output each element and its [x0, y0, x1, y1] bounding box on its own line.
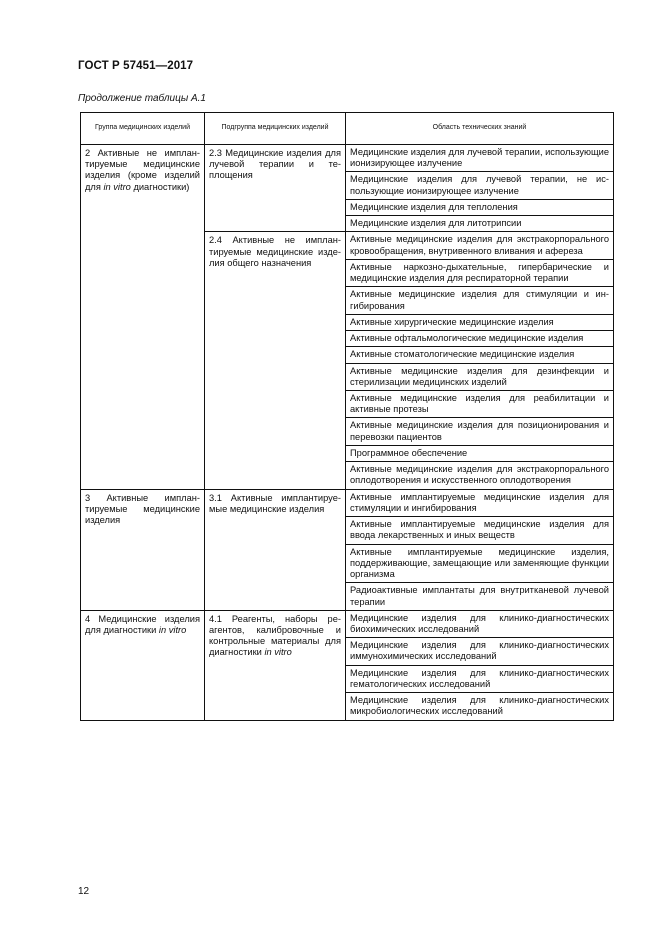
table-row — [81, 489, 614, 610]
area-item: Медицинские изделия для клинико-диагностических гематологических исследований — [346, 665, 613, 692]
area-item: Медицинские изделия для клинико-диагностических микробиологических исследований — [350, 695, 609, 717]
area-item: Активные стоматологические медицинские изделия — [346, 347, 613, 363]
area-item: Активные медицинские изделия для дезинфекции и стерилизации медицинских изделий — [346, 363, 613, 390]
table-row — [81, 610, 614, 720]
area-item: Медицинские изделия для клинико-диагностических иммунохимических исследований — [346, 638, 613, 665]
area-list — [346, 145, 614, 232]
column-header-subgroup: Подгруппа медицинских изделий — [205, 113, 346, 145]
area-list — [346, 489, 614, 610]
area-item: Медицинские изделия для лучевой терапии, не использующие ионизирующее излучение — [346, 172, 613, 199]
group-cell: 2 Активные не имплантируемые медицинские изделия (кроме изделий для in vitro диагностики) — [81, 145, 205, 490]
subgroup-cell: 4.1 Реагенты, наборы реагентов, калибровочные и контрольные материалы для диагностики in vitro — [205, 610, 346, 720]
area-item: Активные хирургические медицинские изделия — [346, 314, 613, 330]
area-item: Активные медицинские изделия для экстракорпорального кровообращения, внутривенного вливания и афереза — [346, 232, 613, 259]
group-cell: 4 Медицинские изделия для диагностики in vitro — [81, 610, 205, 720]
area-item: Активные офтальмологические медицинские изделия — [346, 331, 613, 347]
area-item: Радиоактивные имплантаты для внутритканевой лучевой терапии — [350, 585, 609, 607]
area-item: Активные медицинские изделия для стимуляции и ингибирования — [346, 287, 613, 314]
table-caption: Продолжение таблицы А.1 — [78, 93, 206, 104]
subgroup-cell: 2.3 Медицинские изделия для лучевой терапии и теплощения — [205, 145, 346, 232]
area-item: Активные наркозно-дыхательные, гипербарические и медицинские изделия для респираторной терапии — [346, 259, 613, 286]
standards-table — [80, 112, 614, 721]
area-item: Медицинские изделия для литотрипсии — [350, 218, 522, 229]
area-item: Активные медицинские изделия для позиционирования и перевозки пациентов — [346, 418, 613, 445]
group-cell: 3 Активные имплантируемые медицинские изделия — [81, 489, 205, 610]
column-header-area: Область технических знаний — [346, 113, 614, 145]
area-item: Медицинские изделия для теплоления — [346, 199, 613, 215]
document-code: ГОСТ Р 57451—2017 — [78, 60, 194, 72]
column-header-group: Группа медицинских изделий — [81, 113, 205, 145]
area-item: Активные имплантируемые медицинские изделия для ввода лекарственных и иных веществ — [346, 517, 613, 544]
area-list — [346, 610, 614, 720]
table-header-row — [81, 113, 614, 145]
area-item: Активные имплантируемые медицинские изделия, поддерживающие, замещающие или заменяющие функции организма — [346, 544, 613, 583]
area-item: Медицинские изделия для клинико-диагностических биохимических исследований — [346, 611, 613, 638]
area-item: Активные имплантируемые медицинские изделия для стимуляции и ингибирования — [346, 490, 613, 517]
table-row — [81, 145, 614, 232]
subgroup-cell: 2.4 Активные не имплантируемые медицинские изделия общего назначения — [205, 232, 346, 489]
area-item: Программное обеспечение — [346, 445, 613, 461]
area-item: Медицинские изделия для лучевой терапии, использующие ионизирующее излучение — [346, 145, 613, 172]
page-number: 12 — [78, 886, 90, 897]
area-list — [346, 232, 614, 489]
area-item: Активные медицинские изделия для реабилитации и активные протезы — [346, 390, 613, 417]
subgroup-cell: 3.1 Активные имплантируемые медицинские изделия — [205, 489, 346, 610]
area-item: Активные медицинские изделия для экстракорпорального оплодотворения и искусственного оплодотворения — [350, 464, 609, 486]
